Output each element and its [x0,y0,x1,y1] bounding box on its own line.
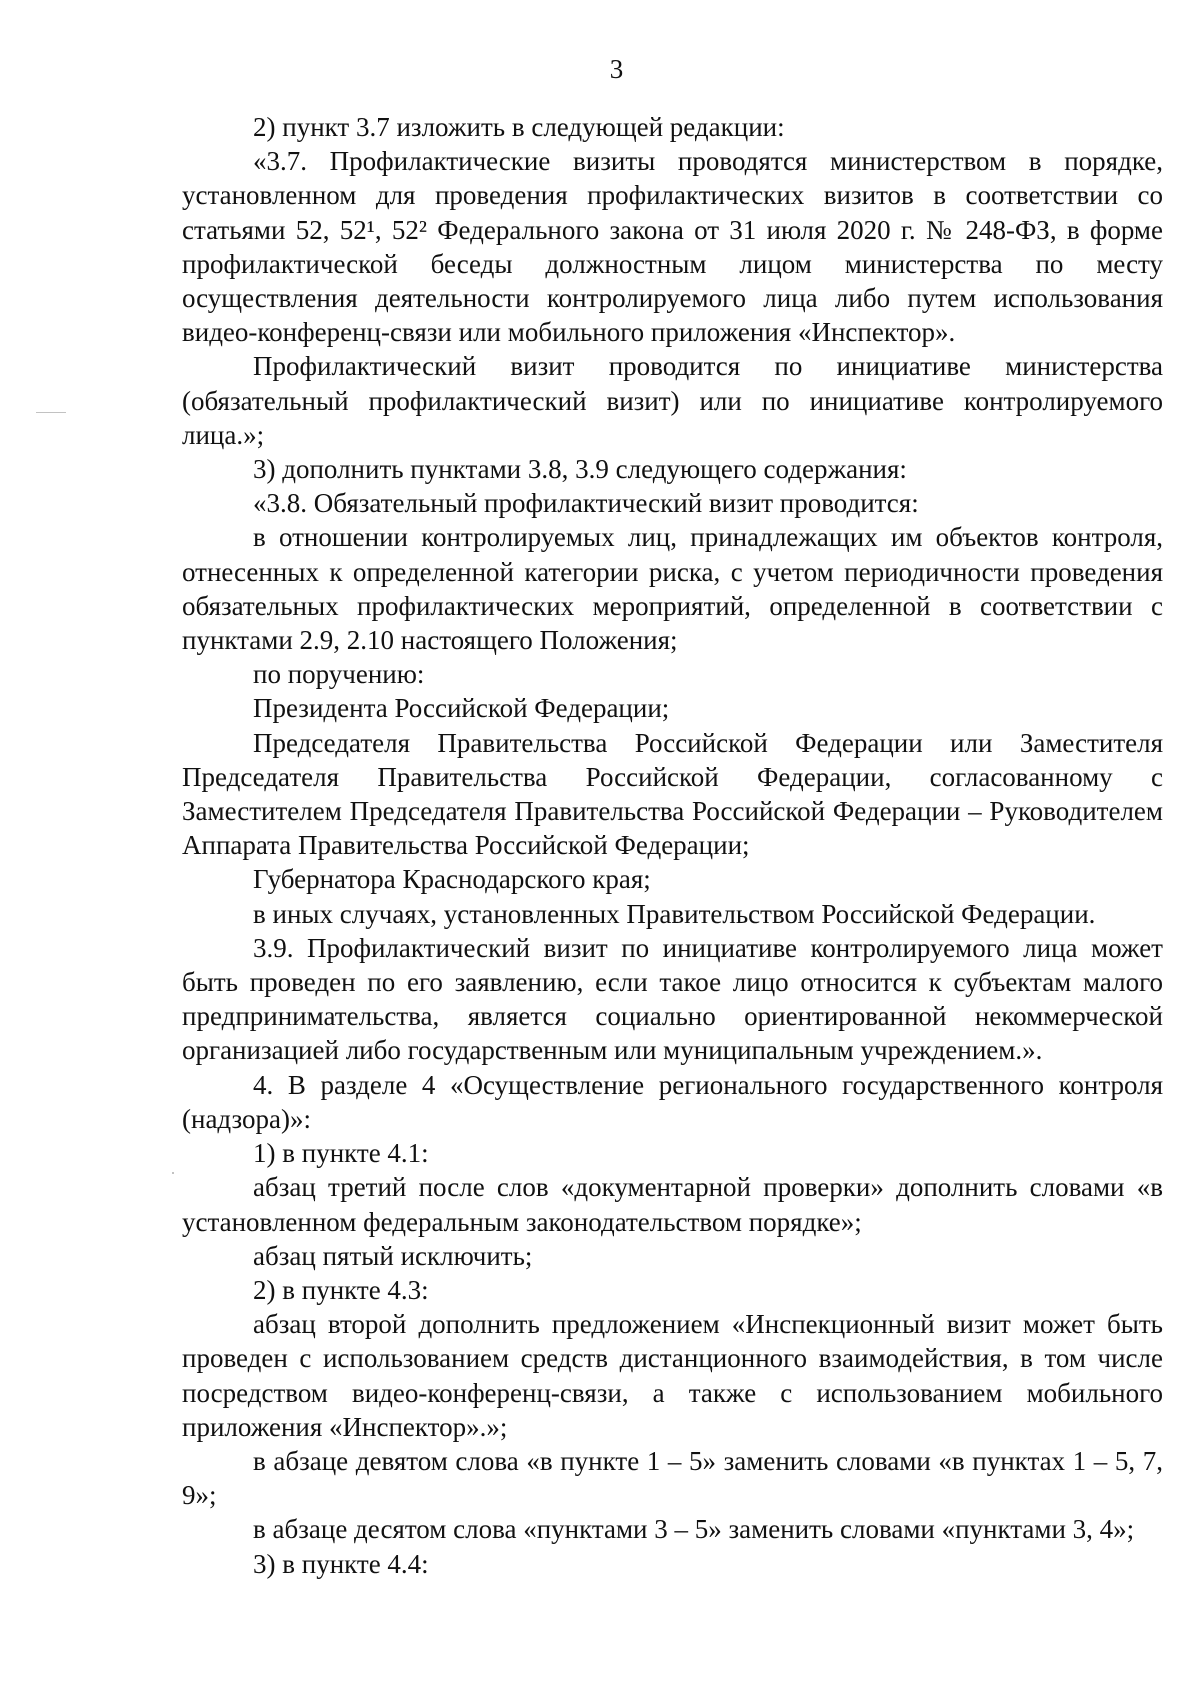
paragraph: Президента Российской Федерации; [253,693,670,724]
paragraph: 2) в пункте 4.3: [253,1274,429,1305]
paragraph: 4. В разделе 4 «Осуществление регионального государственного контроля (надзора)»: [182,1069,1163,1134]
paragraph: в абзаце девятом слова «в пункте 1 – 5» заменить словами «в пунктах 1 – 5, 7, 9»; [182,1445,1163,1511]
paragraph: 3.9. Профилактический визит по инициативе контролируемого лица может быть проведен по его заявлению, если такое лицо относится к субъектам малого предпринимательства, является социально ориентированной некоммерческой организацией либо государственным или муниципальным учреждением.». [182,932,1163,1066]
paragraph: в абзаце десятом слова «пунктами 3 – 5» заменить словами «пунктами 3, 4»; [253,1514,1135,1545]
paragraph: «3.7. Профилактические визиты проводятся министерством в порядке, установленном для проведения профилактических визитов в соответствии со статьями 52, 52¹, 52² Федерального закона от 31 июля 2020 г. № 248-ФЗ, в форме профилактической беседы должностным лицом министерства по месту осуществления деятельности контролируемого лица либо путем использования видео-конференц-связи или мобильного приложения «Инспектор». [182,146,1163,348]
paragraph: по поручению: [253,659,425,690]
paragraph: 3) дополнить пунктами 3.8, 3.9 следующего содержания: [253,454,907,485]
paragraph: 3) в пункте 4.4: [253,1548,429,1579]
paragraph: 2) пункт 3.7 изложить в следующей редакции: [253,112,785,142]
paragraph: 1) в пункте 4.1: [253,1138,429,1169]
paragraph: абзац третий после слов «документарной проверки» дополнить словами «в установленном федеральным законодательством порядке»; [182,1172,1163,1237]
paragraph: Профилактический визит проводится по инициативе министерства (обязательный профилактический визит) или по инициативе контролируемого лица.»; [182,351,1163,450]
page-number: 3 [609,54,624,84]
paragraph: Председателя Правительства Российской Федерации или Заместителя Председателя Правительства Российской Федерации, согласованному с Заместителем Председателя Правительства Российской Федерации – Руководителем Аппарата Правительства Российской Федерации; [182,727,1163,861]
scan-artifact-mark [36,412,66,413]
paragraph: абзац пятый исключить; [253,1240,533,1271]
paragraph: «3.8. Обязательный профилактический визит проводится: [253,488,919,519]
paragraph: абзац второй дополнить предложением «Инспекционный визит может быть проведен с использованием средств дистанционного взаимодействия, в том числе посредством видео-конференц-связи, а также с использованием мобильного приложения «Инспектор».»; [182,1309,1163,1442]
document-body [182,110,1163,1581]
paragraph: Губернатора Краснодарского края; [253,864,651,895]
paragraph: в иных случаях, установленных Правительством Российской Федерации. [253,898,1096,929]
paragraph: в отношении контролируемых лиц, принадлежащих им объектов контроля, отнесенных к определенной категории риска, с учетом периодичности проведения обязательных профилактических мероприятий, определенной в соответствии с пунктами 2.9, 2.10 настоящего Положения; [182,522,1163,656]
scan-artifact-mark [172,1172,174,1174]
